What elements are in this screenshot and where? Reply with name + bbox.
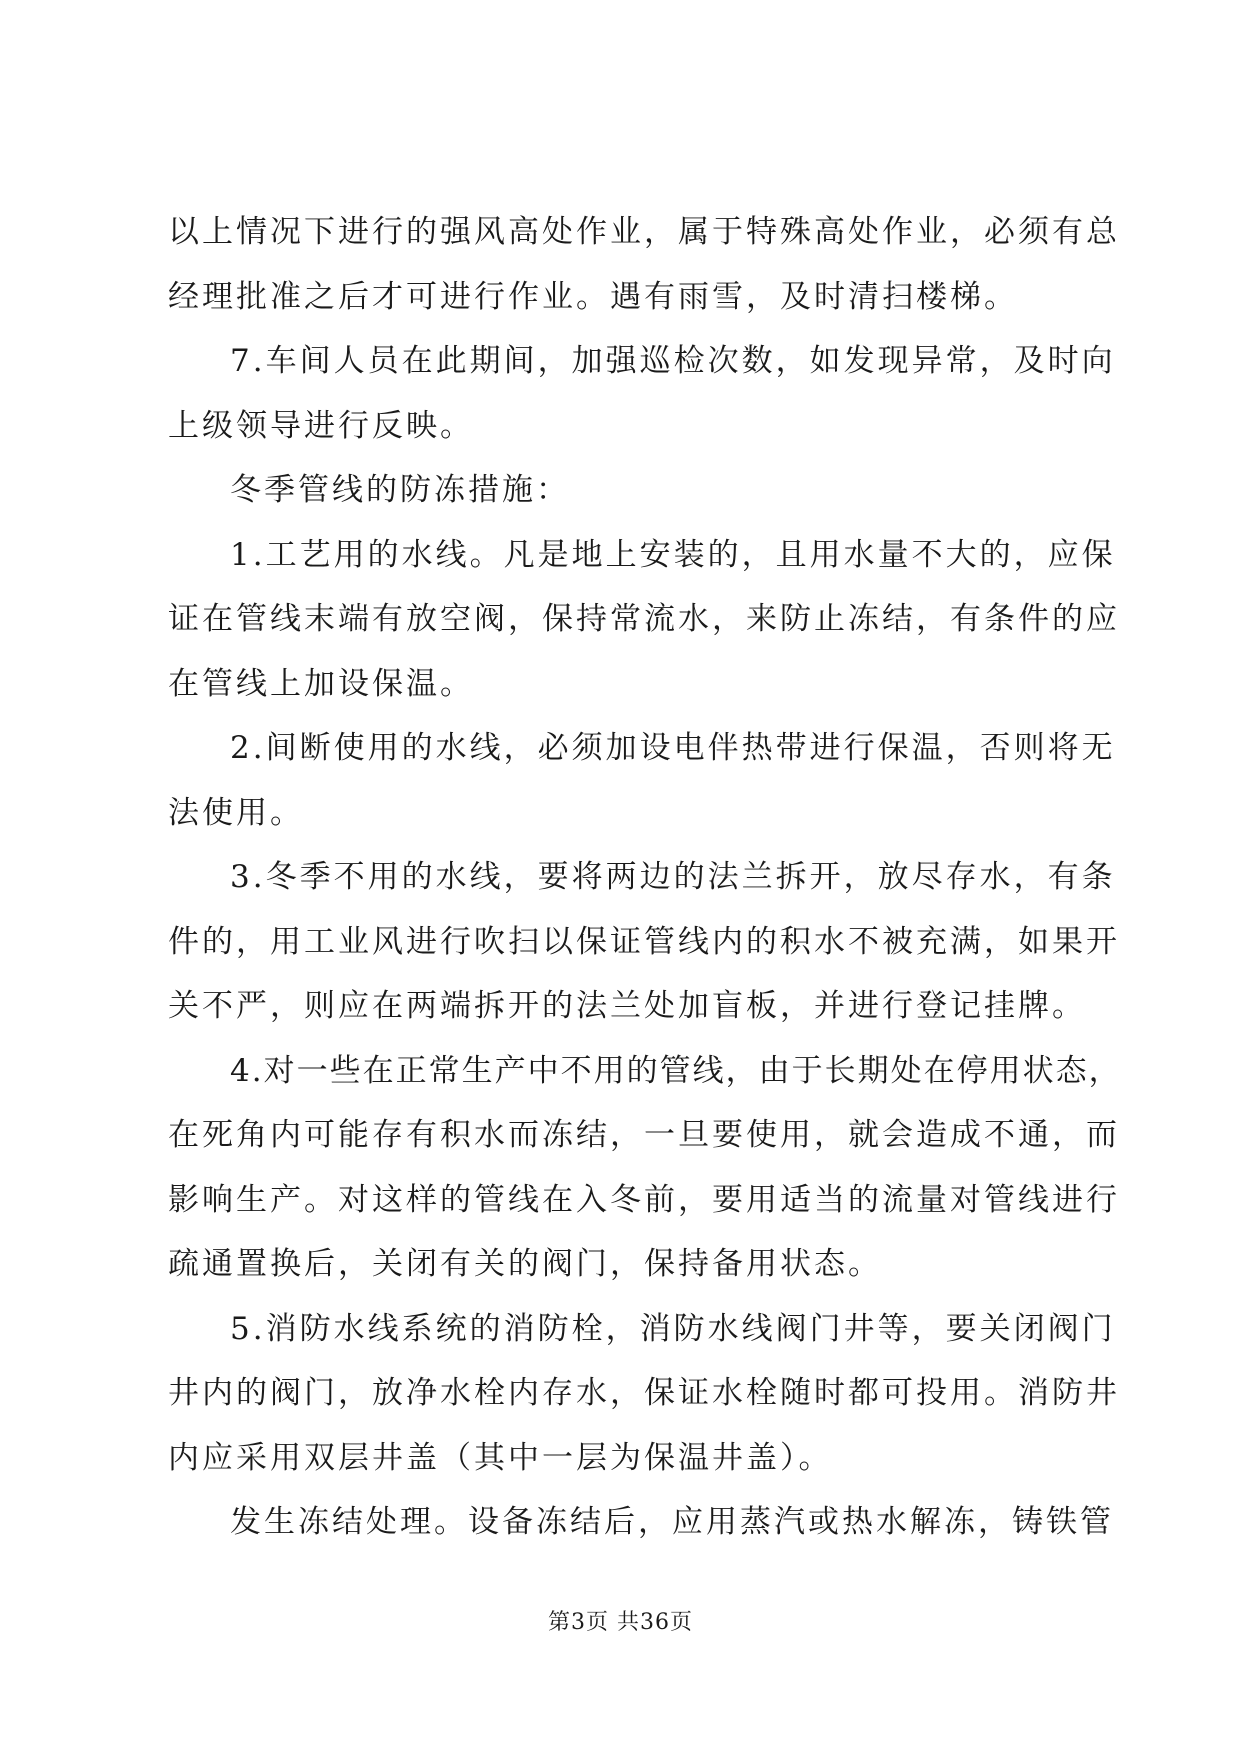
text-line: 内应采用双层井盖（其中一层为保温井盖）。 [168, 1440, 833, 1476]
text-line: 件的，用工业风进行吹扫以保证管线内的积水不被充满，如果开 [168, 924, 1120, 960]
text-line: 以上情况下进行的强风高处作业，属于特殊高处作业，必须有总 [168, 214, 1120, 250]
text-line: 影响生产。对这样的管线在入冬前，要用适当的流量对管线进行 [168, 1182, 1120, 1218]
text-line: 井内的阀门，放净水栓内存水，保证水栓随时都可投用。消防井 [168, 1375, 1120, 1411]
text-line: 7.车间人员在此期间，加强巡检次数，如发现异常，及时向 [230, 343, 1116, 379]
page-number: 第3页 共36页 [548, 1610, 693, 1635]
text-line: 在管线上加设保温。 [168, 666, 474, 702]
text-line: 发生冻结处理。设备冻结后，应用蒸汽或热水解冻，铸铁管 [230, 1504, 1114, 1540]
text-line: 3.冬季不用的水线，要将两边的法兰拆开，放尽存水，有条 [230, 859, 1116, 895]
text-line: 经理批准之后才可进行作业。遇有雨雪，及时清扫楼梯。 [168, 279, 1018, 315]
text-line: 冬季管线的防冻措施： [230, 472, 570, 508]
text-line: 法使用。 [168, 795, 304, 831]
text-line: 上级领导进行反映。 [168, 408, 474, 444]
text-line: 2.间断使用的水线，必须加设电伴热带进行保温，否则将无 [230, 730, 1116, 766]
text-line: 5.消防水线系统的消防栓，消防水线阀门井等，要关闭阀门 [230, 1311, 1116, 1347]
text-line: 1.工艺用的水线。凡是地上安装的，且用水量不大的，应保 [230, 537, 1116, 573]
text-line: 证在管线末端有放空阀，保持常流水，来防止冻结，有条件的应 [168, 601, 1120, 637]
text-line: 关不严，则应在两端拆开的法兰处加盲板，并进行登记挂牌。 [168, 988, 1086, 1024]
text-line: 疏通置换后，关闭有关的阀门，保持备用状态。 [168, 1246, 882, 1282]
text-line: 4.对一些在正常生产中不用的管线，由于长期处在停用状态， [230, 1053, 1122, 1089]
text-line: 在死角内可能存有积水而冻结，一旦要使用，就会造成不通，而 [168, 1117, 1120, 1153]
